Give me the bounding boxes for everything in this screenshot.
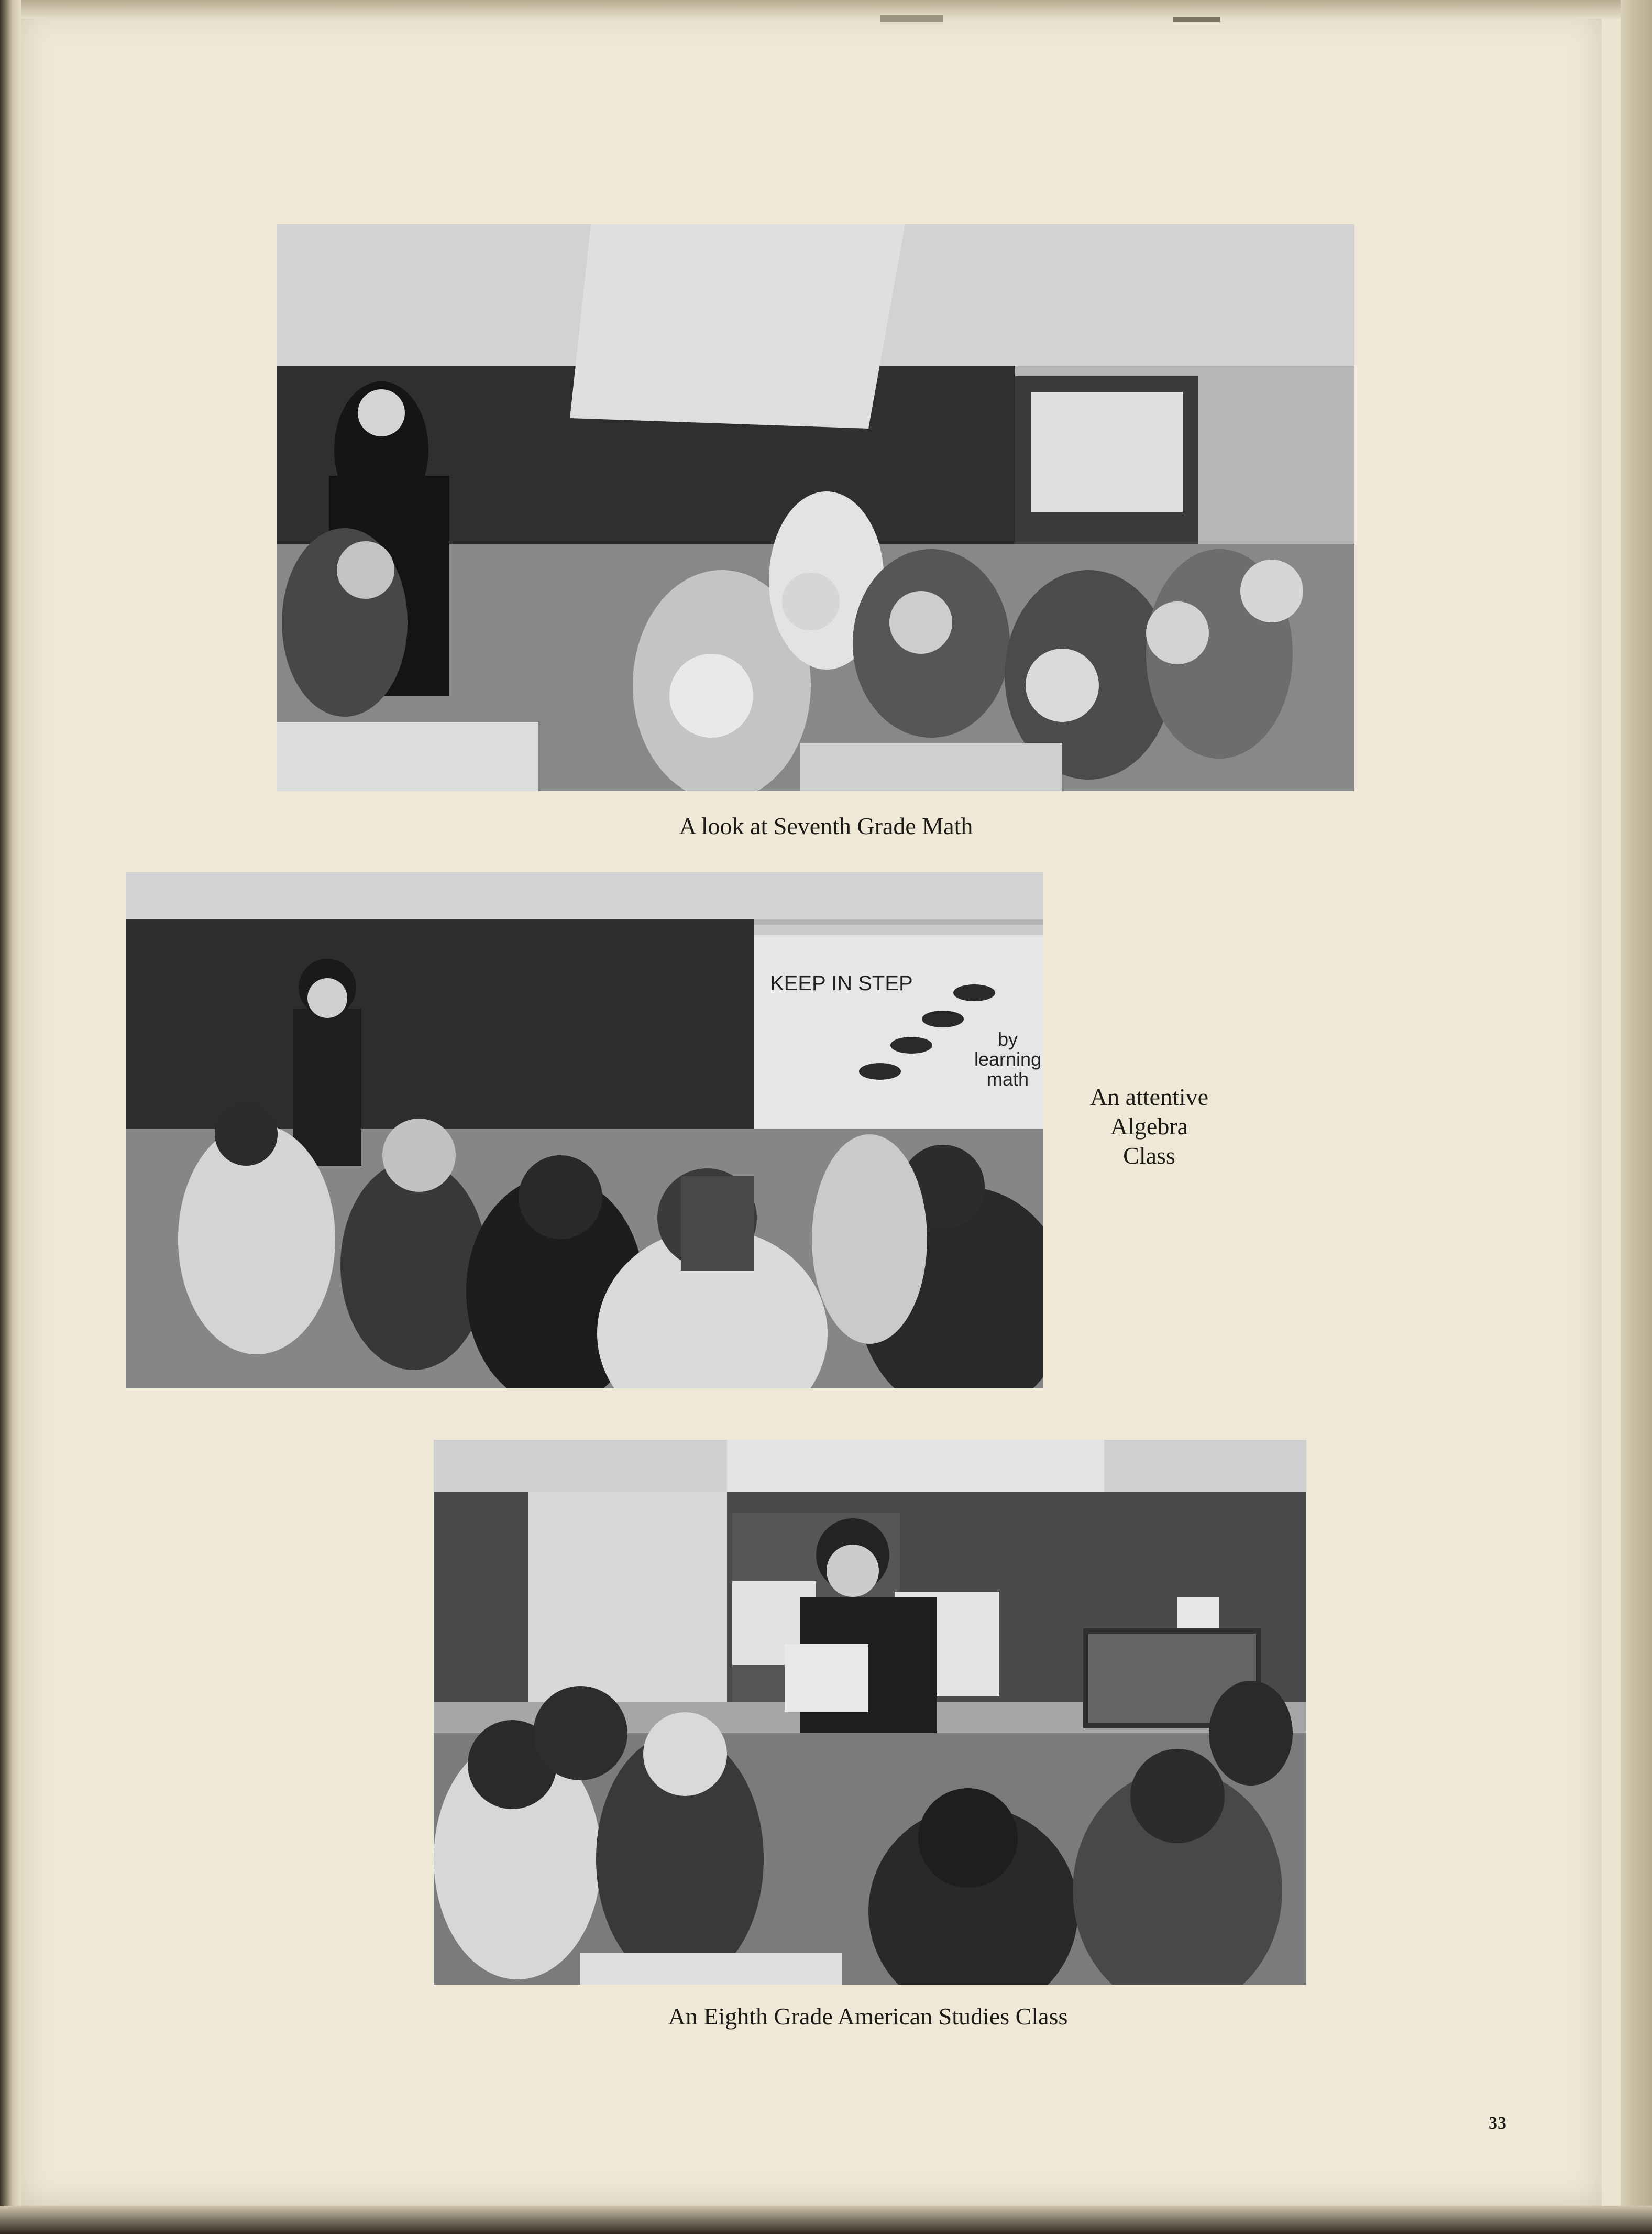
photo-algebra-class [126,872,1043,1388]
bulletin-board-line3: learning [974,1048,1042,1070]
caption-seventh-grade-math: A look at Seventh Grade Math [679,813,973,839]
caption-algebra-class [1065,1082,1233,1170]
photo-american-studies-class [434,1440,1306,1985]
photo-seventh-grade-math [277,224,1354,791]
bulletin-board-text [770,972,913,995]
page-bottom-edge [0,2206,1652,2234]
binding-edge [1621,0,1652,2234]
page-top-edge [0,0,1652,19]
bulletin-board-line1: KEEP IN STEP [770,972,913,995]
bulletin-board-line4: math [987,1068,1029,1090]
caption-american-studies: An Eighth Grade American Studies Class [668,2003,1068,2030]
page-left-edge [0,0,21,2234]
caption-algebra-line2: Algebra [1110,1113,1188,1140]
bulletin-board-text-right [974,1030,1041,1089]
bulletin-board-line2: by [998,1028,1018,1050]
scuff-marks [880,10,1351,29]
caption-algebra-line3: Class [1123,1142,1175,1169]
page-number: 33 [1489,2113,1506,2133]
caption-algebra-line1: An attentive [1089,1083,1209,1110]
